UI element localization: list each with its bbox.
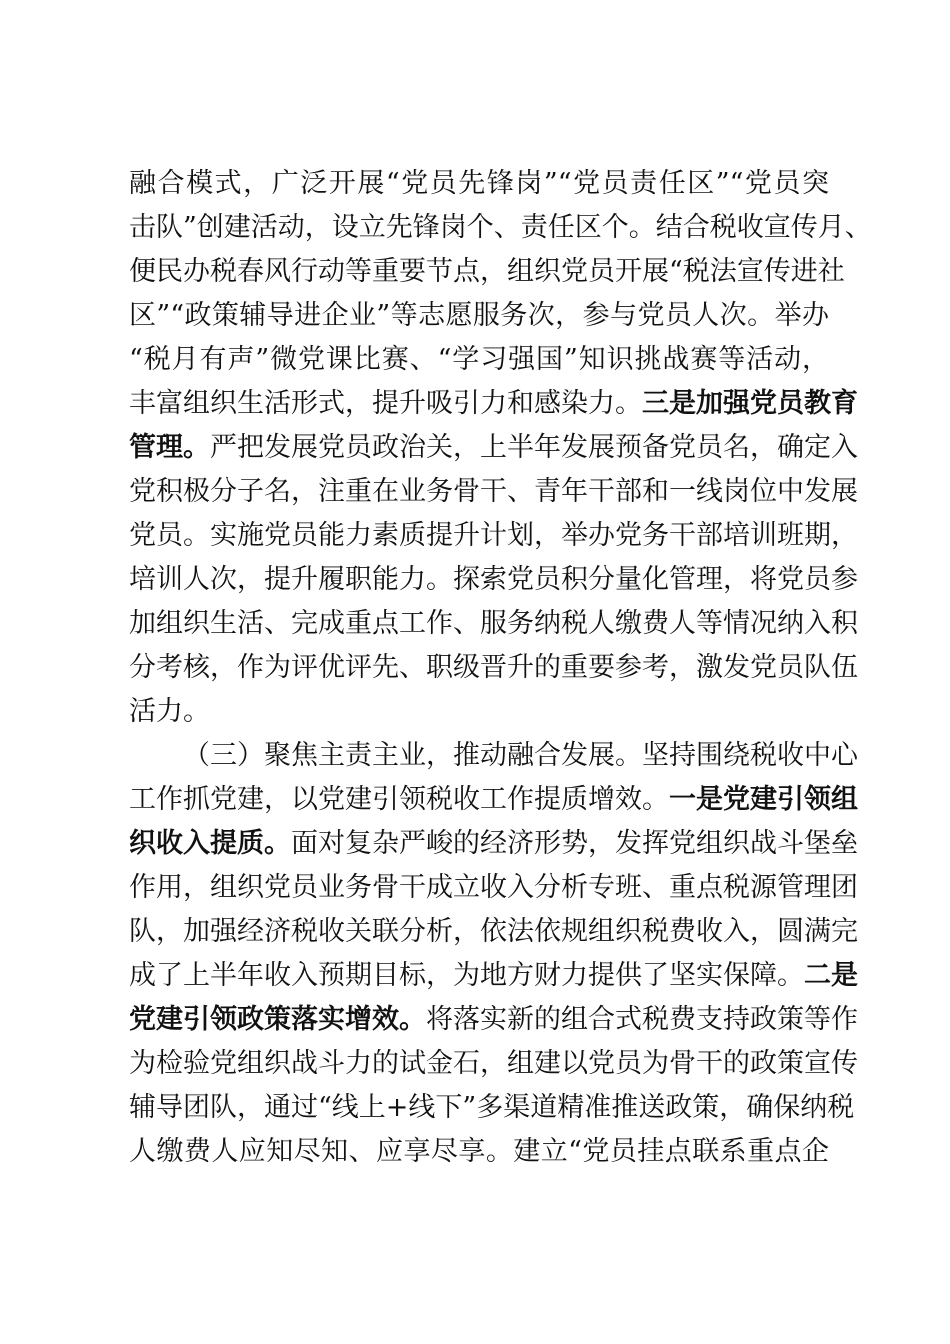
text-line — [129, 470, 858, 514]
bold-heading-segment: 一是党建引领组 — [669, 784, 858, 815]
text-segment: 队，加强经济税收关联分析，依法依规组织税费收入，圆满完 — [129, 916, 858, 947]
text-line — [129, 734, 858, 778]
text-line — [129, 646, 858, 690]
text-line — [129, 206, 872, 250]
bold-heading-segment: 二是 — [804, 960, 858, 991]
text-segment: 成了上半年收入预期目标，为地方财力提供了坚实保障。 — [129, 960, 804, 991]
text-segment: 融合模式，广泛开展“党员先锋岗”“党员责任区”“党员突 — [129, 168, 829, 199]
text-segment: 加组织生活、完成重点工作、服务纳税人缴费人等情况纳入积 — [129, 608, 858, 639]
text-line — [129, 778, 858, 822]
text-segment: 便民办税春风行动等重要节点，组织党员开展“税法宣传进社 — [129, 256, 845, 287]
text-line — [129, 998, 858, 1042]
text-line — [129, 822, 858, 866]
text-line — [129, 162, 829, 206]
text-segment: 面对复杂严峻的经济形势，发挥党组织战斗堡垒 — [291, 828, 858, 859]
text-line — [129, 1130, 829, 1174]
text-segment: 作用，组织党员业务骨干成立收入分析专班、重点税源管理团 — [129, 872, 858, 903]
text-segment: 工作抓党建，以党建引领税收工作提质增效。 — [129, 784, 669, 815]
bold-heading-segment: 管理。 — [129, 432, 210, 463]
text-line — [129, 250, 845, 294]
text-segment: 区”“政策辅导进企业”等志愿服务次，参与党员人次。举办 — [129, 300, 829, 331]
text-segment: 将落实新的组合式税费支持政策等作 — [426, 1004, 858, 1035]
text-line — [129, 294, 829, 338]
text-segment: “税月有声”微党课比赛、“学习强国”知识挑战赛等活动， — [129, 344, 829, 375]
text-line — [129, 382, 858, 426]
text-line — [129, 1042, 858, 1086]
bold-heading-segment: 三是加强党员教育 — [642, 388, 858, 419]
text-segment: 活力。 — [129, 696, 210, 727]
text-line — [129, 338, 829, 382]
bold-heading-segment: 织收入提质。 — [129, 828, 291, 859]
text-line — [129, 954, 858, 998]
text-line — [129, 866, 858, 910]
text-line — [129, 558, 858, 602]
text-segment: 严把发展党员政治关，上半年发展预备党员名，确定入 — [210, 432, 858, 463]
text-line — [129, 426, 858, 470]
text-line — [129, 1086, 855, 1130]
text-segment: 人缴费人应知尽知、应享尽享。建立“党员挂点联系重点企 — [129, 1136, 829, 1167]
text-line — [129, 690, 829, 734]
body-text — [129, 162, 872, 1174]
text-segment: 辅导团队，通过“线上+线下”多渠道精准推送政策，确保纳税 — [129, 1092, 855, 1123]
text-line — [129, 602, 858, 646]
text-segment: 培训人次，提升履职能力。探索党员积分量化管理，将党员参 — [129, 564, 858, 595]
text-segment: 分考核，作为评优评先、职级晋升的重要参考，激发党员队伍 — [129, 652, 858, 683]
text-segment: （三）聚焦主责主业，推动融合发展。坚持围绕税收中心 — [183, 740, 858, 771]
text-segment: 党员。实施党员能力素质提升计划，举办党务干部培训班期， — [129, 520, 858, 551]
text-line — [129, 514, 858, 558]
text-segment: 为检验党组织战斗力的试金石，组建以党员为骨干的政策宣传 — [129, 1048, 858, 1079]
text-segment: 党积极分子名，注重在业务骨干、青年干部和一线岗位中发展 — [129, 476, 858, 507]
text-line — [129, 910, 858, 954]
text-segment: 击队”创建活动，设立先锋岗个、责任区个。结合税收宣传月、 — [129, 212, 872, 243]
bold-heading-segment: 党建引领政策落实增效。 — [129, 1004, 426, 1035]
text-segment: 丰富组织生活形式，提升吸引力和感染力。 — [129, 388, 642, 419]
